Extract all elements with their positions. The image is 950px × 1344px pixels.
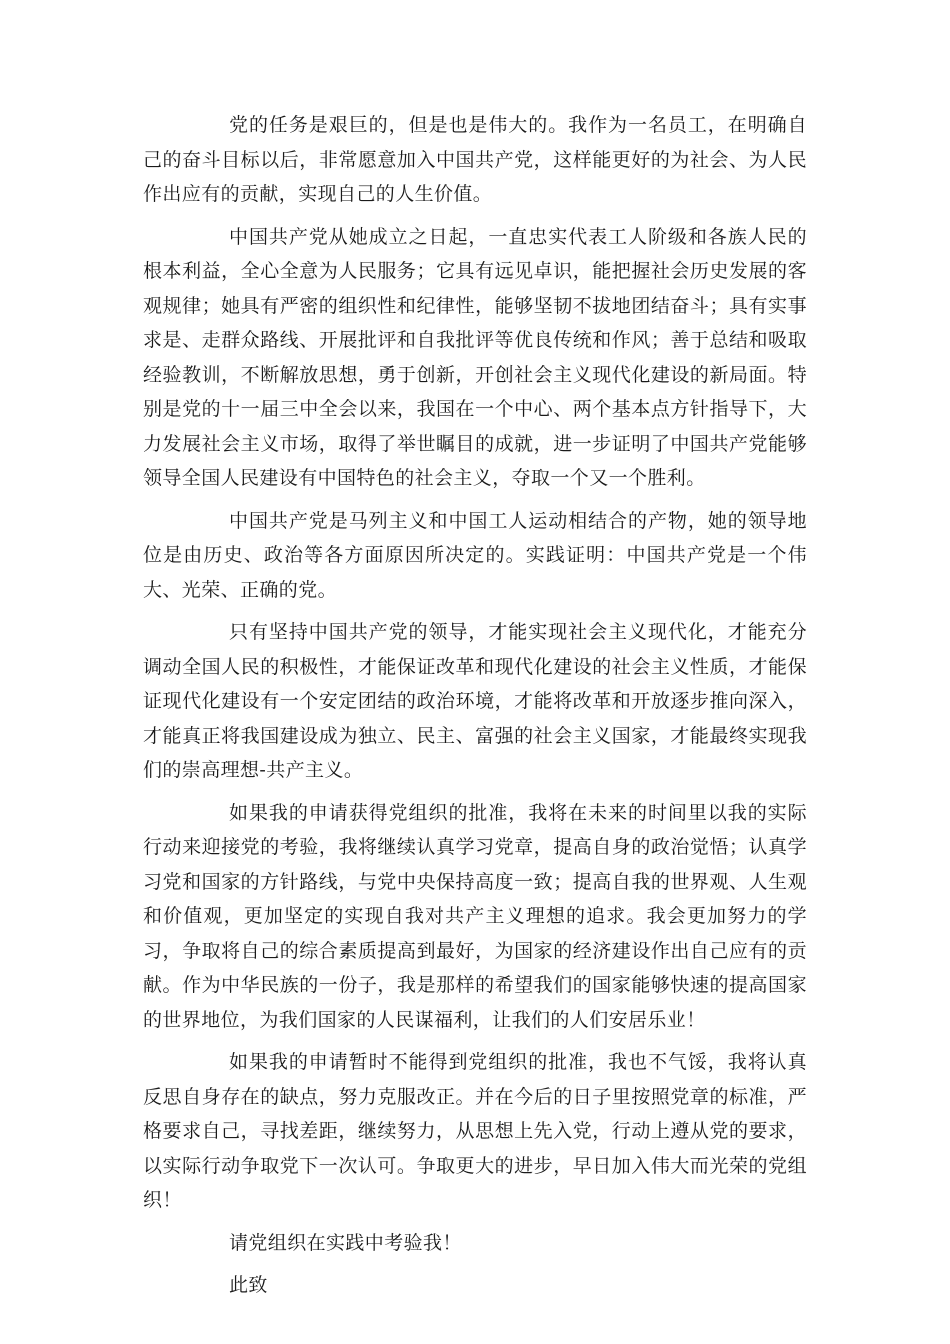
request-line: 请党组织在实践中考验我！	[229, 1231, 462, 1254]
document-body	[143, 108, 807, 1311]
paragraph-4: 只有坚持中国共产党的领导，才能实现社会主义现代化，才能充分调动全国人民的积极性，才能保证改革和现代化建设的社会主义性质，才能保证现代化建设有一个安定团结的政治环境，才能将改革和开放逐步推向深入，才能真正将我国建设成为独立、民主、富强的社会主义国家，才能最终实现我们的崇高理想-共产主义。	[143, 621, 807, 781]
paragraph-1: 党的任务是艰巨的，但是也是伟大的。我作为一名员工，在明确自己的奋斗目标以后，非常愿意加入中国共产党，这样能更好的为社会、为人民作出应有的贡献，实现自己的人生价值。	[143, 114, 807, 205]
closing-salutation: 此致	[229, 1274, 268, 1296]
paragraph-6: 如果我的申请暂时不能得到党组织的批准，我也不气馁，我将认真反思自身存在的缺点，努力克服改正。并在今后的日子里按照党章的标准，严格要求自己，寻找差距，继续努力，从思想上先入党，行动上遵从党的要求，以实际行动争取党下一次认可。争取更大的进步，早日加入伟大而光荣的党组织！	[143, 1051, 807, 1211]
paragraph-3: 中国共产党是马列主义和中国工人运动相结合的产物，她的领导地位是由历史、政治等各方面原因所决定的。实践证明：中国共产党是一个伟大、光荣、正确的党。	[143, 509, 807, 601]
paragraph-2: 中国共产党从她成立之日起，一直忠实代表工人阶级和各族人民的根本利益，全心全意为人民服务；它具有远见卓识，能把握社会历史发展的客观规律；她具有严密的组织性和纪律性，能够坚韧不拔地团结奋斗；具有实事求是、走群众路线、开展批评和自我批评等优良传统和作风；善于总结和吸取经验教训，不断解放思想，勇于创新，开创社会主义现代化建设的新局面。特别是党的十一届三中全会以来，我国在一个中心、两个基本点方针指导下，大力发展社会主义市场，取得了举世瞩目的成就，进一步证明了中国共产党能够领导全国人民建设有中国特色的社会主义，夺取一个又一个胜利。	[143, 225, 807, 489]
paragraph-5: 如果我的申请获得党组织的批准，我将在未来的时间里以我的实际行动来迎接党的考验，我将继续认真学习党章，提高自身的政治觉悟；认真学习党和国家的方针路线，与党中央保持高度一致；提高自我的世界观、人生观和价值观，更加坚定的实现自我对共产主义理想的追求。我会更加努力的学习，争取将自己的综合素质提高到最好，为国家的经济建设作出自己应有的贡献。作为中华民族的一份子，我是那样的希望我们的国家能够快速的提高国家的世界地位，为我们国家的人民谋福利，让我们的人们安居乐业！	[143, 801, 807, 1031]
